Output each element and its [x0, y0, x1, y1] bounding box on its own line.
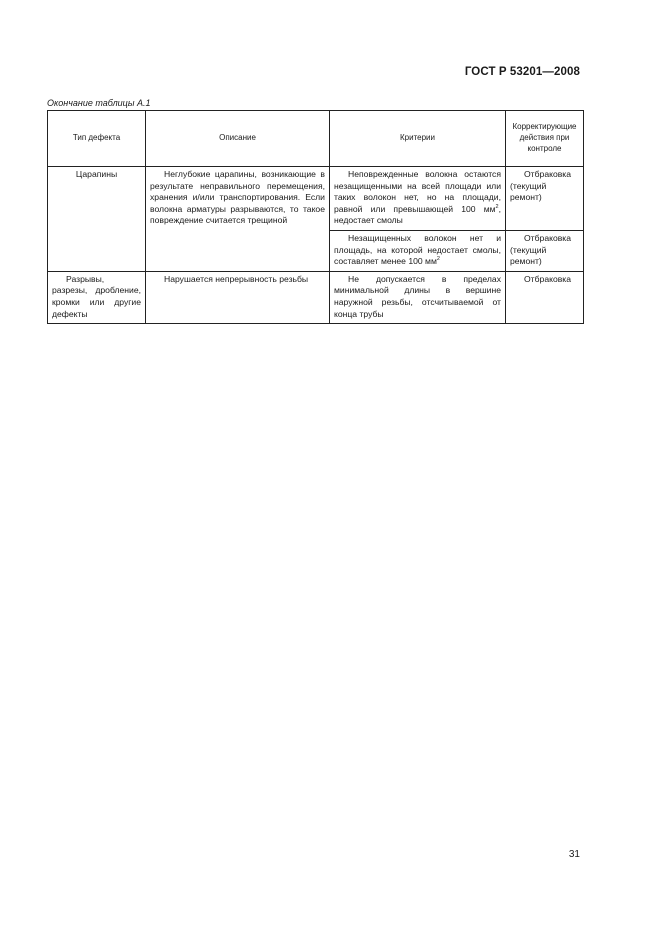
column-header-description: Описание [146, 111, 330, 167]
table-header-row [48, 111, 584, 167]
superscript: 2 [495, 203, 499, 210]
cell-action: Отбраковка [506, 271, 584, 323]
cell-criteria: Не допускается в пределах минимальной длины в вершине наружной резьбы, отсчитываемой от конца трубы [330, 271, 506, 323]
criteria-text: Неповрежденные волокна остаются незащищенными на всей площади или таких волокон нет, но на площади, равной или превышающей 100 мм [334, 169, 501, 214]
criteria-text: Незащищенных волокон нет и площадь, на которой недостает смолы, составляет менее 100 мм [334, 232, 501, 267]
superscript: 2 [436, 256, 440, 263]
cell-action: Отбраковка (текущий ремонт) [506, 230, 584, 271]
cell-description: Нарушается непрерывность резьбы [146, 271, 330, 323]
cell-description: Неглубокие царапины, возникающие в результате неправильного перемещения, хранения и/или транспортирования. Если волокна арматуры разрываются, то такое повреждение считается трещиной [146, 167, 330, 272]
cell-criteria [330, 230, 506, 271]
column-header-corrective-actions: Корректирующие действия при контроле [506, 111, 584, 167]
table-row [48, 167, 584, 231]
table-caption: Окончание таблицы А.1 [47, 98, 151, 108]
column-header-defect-type: Тип дефекта [48, 111, 146, 167]
document-header: ГОСТ Р 53201—2008 [464, 66, 580, 78]
page-number: 31 [568, 849, 580, 860]
column-header-criteria: Критерии [330, 111, 506, 167]
criteria-text-tail: , недостает смолы [334, 203, 501, 226]
cell-action: Отбраковка (текущий ремонт) [506, 167, 584, 231]
table-row [48, 271, 584, 323]
cell-defect-type: Разрывы, разрезы, дробление, кромки или другие дефекты [48, 271, 146, 323]
cell-criteria [330, 167, 506, 231]
defects-table [47, 110, 584, 324]
cell-defect-type: Царапины [48, 167, 146, 272]
